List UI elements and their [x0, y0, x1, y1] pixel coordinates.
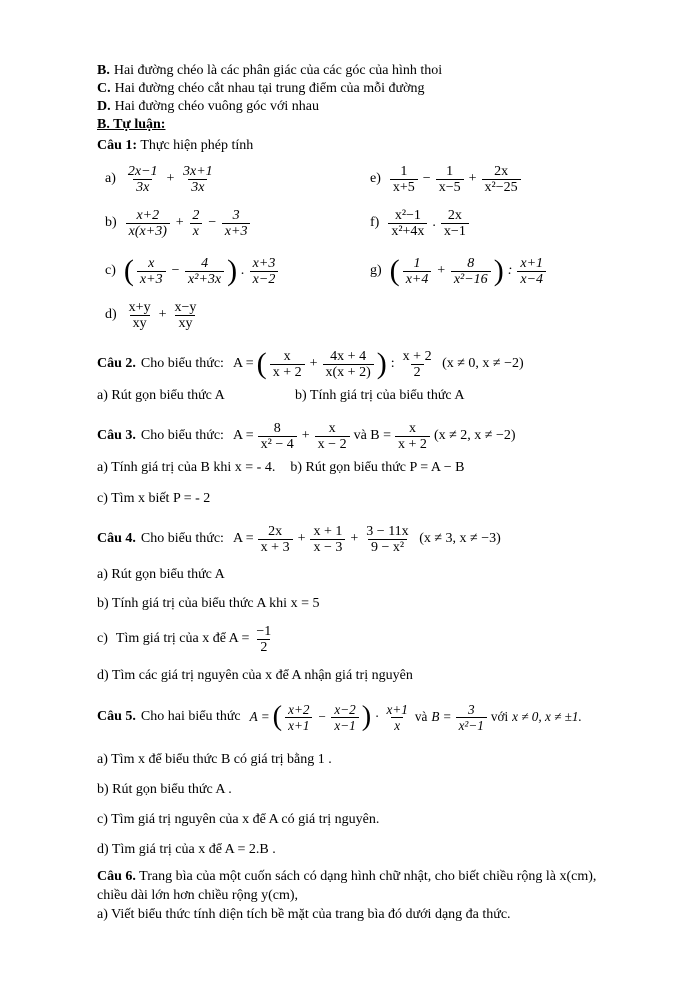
cau1-problem-grid — [97, 157, 612, 333]
denominator: x(x + 2) — [323, 364, 374, 380]
cau2-part-b: b) Tính giá trị của biểu thức A — [295, 388, 465, 403]
fraction — [310, 524, 345, 555]
cau4-part-b: b) Tính giá trị của biểu thức A khi x = 5 — [97, 596, 320, 611]
math-text: A = — [232, 530, 254, 546]
denominator: xy — [175, 315, 195, 331]
option-line-b — [97, 62, 612, 80]
denominator: 2 — [411, 364, 424, 380]
denominator: x+5 — [390, 179, 418, 195]
cau4-heading: Câu 4. Cho biểu thức: A = $\frac{2x}{x + 3}$ + $\frac{x + 1}{x - 3}$ + $\frac{3 - 11x}{\text{9 − x²}}$ (x ≠ 3, x ≠ −3) — [97, 523, 501, 555]
formula-cau5 — [248, 702, 584, 733]
fraction — [403, 256, 432, 287]
denominator: x − 2 — [315, 436, 350, 452]
big-paren: ) — [376, 346, 387, 381]
cau6-section — [97, 867, 612, 924]
operator: + — [165, 170, 176, 186]
problem-1d: d) $\frac{x+y}{xy}$ + $\frac{x-y}{xy}$ — [97, 297, 370, 333]
denominator: x − 3 — [310, 539, 345, 555]
denominator: x−1 — [331, 717, 358, 733]
denominator: x+3 — [222, 223, 251, 239]
formula-1f — [386, 208, 471, 239]
math-text: A = — [249, 709, 270, 725]
formula-1b — [124, 208, 253, 239]
big-paren: ( — [123, 253, 134, 288]
denominator: x — [190, 223, 202, 239]
denominator: 3x — [188, 179, 207, 195]
denominator: x²+3x — [185, 271, 224, 287]
cau2-parts — [97, 387, 612, 405]
operator: : — [390, 355, 395, 371]
denominator: x²−16 — [451, 271, 491, 287]
math-text: (x ≠ 0, x ≠ −2) — [438, 355, 524, 371]
fraction — [171, 300, 199, 331]
operator: + — [468, 170, 477, 186]
fraction — [126, 208, 170, 239]
fraction — [180, 164, 216, 195]
fraction — [441, 208, 469, 239]
fraction — [456, 702, 487, 733]
operator: + — [158, 306, 167, 322]
math-text: (x ≠ 2, x ≠ −2) — [433, 427, 516, 443]
formula-1g — [389, 253, 548, 288]
denominator: x−1 — [441, 223, 469, 239]
cau1-title: Thực hiện phép tính — [140, 138, 254, 153]
numerator: x+3 — [252, 255, 276, 271]
cau6-label: Câu 6. — [97, 869, 136, 884]
denominator: x−2 — [250, 271, 279, 287]
numerator: 2x — [268, 523, 283, 539]
fraction — [125, 164, 161, 195]
numerator: 2 — [192, 207, 200, 223]
numerator: −1 — [256, 623, 272, 639]
cau3-heading: Câu 3. Cho biểu thức: A = $\frac{8}{\text{x² − 4}}$ + $\frac{x}{x - 2}$ và B = $\frac{x}{x + 2}$ (x ≠ 2, x ≠ −2) — [97, 420, 516, 452]
denominator: 9 − x² — [368, 539, 407, 555]
numerator: x — [328, 420, 336, 436]
numerator: 3 — [232, 207, 240, 223]
fraction — [253, 624, 274, 655]
fraction — [189, 208, 202, 239]
operator: + — [436, 262, 446, 278]
cau5-section — [97, 695, 612, 859]
big-paren: ( — [389, 253, 400, 288]
operator: : — [507, 262, 513, 278]
fraction — [323, 349, 374, 380]
big-paren: ) — [361, 700, 372, 732]
formula-1d — [124, 300, 202, 331]
math-text: B = — [431, 709, 452, 725]
fraction — [482, 164, 521, 195]
formula-1a — [123, 164, 218, 195]
cau6-text: Câu 6. Trang bìa của một cuốn sách có dạng hình chữ nhật, cho biết chiều rộng là x(cm), chiều dài lớn hơn chiều rộng y(cm), — [97, 869, 597, 903]
cau2-part-a: a) Rút gọn biểu thức A — [97, 388, 225, 403]
operator: + — [174, 214, 185, 230]
numerator: x+1 — [520, 255, 544, 271]
fraction — [250, 256, 279, 287]
numerator: x + 1 — [313, 523, 343, 539]
operator: + — [309, 355, 318, 371]
essay-section-heading: B. Tự luận: — [97, 117, 166, 132]
cau4-part-d: d) Tìm các giá trị nguyên của x để A nhận giá trị nguyên — [97, 668, 413, 683]
fraction — [517, 256, 546, 287]
numerator: 8 — [467, 255, 475, 271]
cau3-part-c: c) Tìm x biết P = - 2 — [97, 491, 211, 506]
formula-1e — [388, 164, 523, 195]
big-paren: ( — [272, 700, 283, 732]
denominator: 2 — [257, 639, 270, 655]
option-letter: B. — [97, 63, 110, 78]
denominator: x+1 — [285, 717, 312, 733]
cau5-part-a: a) Tìm x để biểu thức B có giá trị bằng 1 . — [97, 752, 332, 767]
fraction — [185, 256, 224, 287]
denominator: xy — [130, 315, 150, 331]
fraction — [451, 256, 491, 287]
cau5-heading: Câu 5. Cho hai biểu thức A = ( $\frac{x+2}{x+1}$ − $\frac{x-2}{x-1}$ ) · $\frac{x+1}{x}$ và B = $\frac{3}{\text{x²−1}}$ với x ≠ 0, x ≠ ±1. — [97, 700, 582, 733]
fraction — [388, 208, 427, 239]
fraction — [258, 421, 297, 452]
fraction — [315, 421, 350, 452]
numerator: 1 — [446, 163, 454, 179]
cau5-part-d: d) Tìm giá trị của x để A = 2.B . — [97, 842, 276, 857]
numerator: x — [283, 348, 291, 364]
numerator: 8 — [273, 420, 281, 436]
cau1-label: Câu 1: — [97, 138, 138, 153]
fraction — [222, 208, 251, 239]
formula-cau4 — [231, 524, 503, 555]
math-text: Tìm giá trị của x để A = — [115, 630, 250, 646]
numerator: x+2 — [288, 701, 310, 717]
numerator: 1 — [413, 255, 421, 271]
denominator: x+4 — [403, 271, 432, 287]
numerator: 1 — [400, 163, 408, 179]
denominator: x²−25 — [482, 179, 521, 195]
operator: − — [170, 262, 181, 278]
fraction — [126, 300, 154, 331]
fraction — [400, 349, 435, 380]
denominator: x−4 — [517, 271, 546, 287]
numerator: 3 — [467, 701, 475, 717]
math-text: và B = — [353, 427, 392, 443]
problem-1e: e) $\frac{1}{x+5}$ − $\frac{1}{x-5}$ + $\frac{2x}{\text{x²−25}}$ — [370, 157, 612, 201]
math-text: A = — [232, 355, 254, 371]
denominator: x + 2 — [395, 436, 430, 452]
option-letter: C. — [97, 81, 111, 96]
numerator: x+2 — [136, 207, 160, 223]
cau3-section — [97, 413, 612, 508]
cau5-part-b: b) Rút gọn biểu thức A . — [97, 782, 232, 797]
option-line-c — [97, 80, 612, 98]
numerator: 3 − 11x — [366, 523, 409, 539]
numerator: x — [408, 420, 416, 436]
math-text: x ≠ 0, x ≠ ±1. — [512, 709, 582, 725]
fraction — [436, 164, 464, 195]
denominator: x + 2 — [270, 364, 305, 380]
option-letter: D. — [97, 99, 111, 114]
answer-options — [97, 62, 612, 116]
operator: + — [301, 427, 310, 443]
cau1-heading — [97, 137, 612, 155]
denominator: x — [391, 717, 403, 733]
option-text: Hai đường chéo là các phân giác của các góc của hình thoi — [113, 63, 443, 78]
cau4-part-c: c) Tìm giá trị của x để A = $\frac{-1}{2}$ — [97, 619, 612, 659]
numerator: x — [148, 255, 155, 271]
denominator: x+3 — [137, 271, 166, 287]
cau5-part-c: c) Tìm giá trị nguyên của x để A có giá trị nguyên. — [97, 812, 380, 827]
fraction — [258, 524, 293, 555]
operator: − — [317, 709, 327, 725]
math-text: và — [414, 709, 428, 725]
big-paren: ) — [227, 253, 238, 288]
cau3-part-a: a) Tính giá trị của B khi x = - 4. — [97, 460, 276, 475]
cau3-part-b: b) Rút gọn biểu thức P = A − B — [290, 460, 465, 475]
problem-1f: f) $\frac{\text{x²−1}}{\text{x²+4x}}$ . $\frac{2x}{x-1}$ — [370, 201, 612, 245]
formula-cau3 — [231, 421, 518, 452]
fraction — [285, 702, 312, 733]
denominator: x²+4x — [388, 223, 427, 239]
operator: + — [350, 530, 359, 546]
numerator: 4 — [201, 255, 209, 271]
operator: + — [297, 530, 306, 546]
numerator: 4x + 4 — [330, 348, 367, 364]
numerator: 2x — [447, 207, 462, 223]
formula-cau4c — [114, 624, 276, 655]
problem-1a: a) $\frac{2x-1}{3x}$ + $\frac{3x+1}{3x}$ — [97, 157, 370, 201]
option-line-d — [97, 98, 612, 116]
problem-1c: c) ( $\frac{x}{x+3}$ − $\frac{4}{\text{x²+3x}}$ ) . $\frac{x+3}{x-2}$ — [97, 245, 370, 297]
numerator: x+1 — [386, 701, 408, 717]
problem-1b: b) $\frac{x+2}{x(x+3)}$ + $\frac{2}{x}$ − $\frac{3}{x+3}$ — [97, 201, 370, 245]
numerator: x−2 — [334, 701, 356, 717]
operator: · — [375, 709, 379, 725]
operator: . — [241, 262, 245, 278]
fraction — [390, 164, 418, 195]
fraction — [384, 702, 411, 733]
numerator: 3x+1 — [183, 163, 213, 179]
numerator: 2x — [494, 163, 509, 179]
cau2-heading: Câu 2. Cho biểu thức: A = ( $\frac{x}{x + 2}$ + $\frac{4x + 4}{x(x + 2)}$ ) : $\frac{x + 2}{2}$ (x ≠ 0, x ≠ −2) — [97, 346, 524, 381]
fraction — [137, 256, 166, 287]
cau6-part-a: a) Viết biểu thức tính diện tích bề mặt của trang bìa đó dưới dạng đa thức. — [97, 907, 511, 922]
option-text: Hai đường chéo cắt nhau tại trung điểm của mỗi đường — [114, 81, 425, 96]
denominator: x−5 — [436, 179, 464, 195]
option-text: Hai đường chéo vuông góc với nhau — [114, 99, 319, 114]
denominator: x(x+3) — [126, 223, 170, 239]
operator: − — [422, 170, 431, 186]
denominator: 3x — [133, 179, 152, 195]
fraction — [331, 702, 358, 733]
denominator: x² − 4 — [258, 436, 297, 452]
operator: − — [207, 214, 217, 230]
fraction — [363, 524, 411, 555]
math-text: với — [490, 709, 509, 725]
big-paren: ( — [256, 346, 267, 381]
problem-1g: g) ( $\frac{1}{x+4}$ + $\frac{8}{\text{x²−16}}$ ) : $\frac{x+1}{x-4}$ — [370, 245, 612, 297]
fraction — [270, 349, 305, 380]
numerator: x−y — [174, 299, 197, 315]
fraction — [395, 421, 430, 452]
denominator: x²−1 — [456, 717, 487, 733]
cau4-section — [97, 516, 612, 685]
denominator: x + 3 — [258, 539, 293, 555]
numerator: x+y — [128, 299, 151, 315]
numerator: x + 2 — [402, 348, 432, 364]
math-text: (x ≠ 3, x ≠ −3) — [415, 530, 501, 546]
cau3-parts — [97, 459, 612, 477]
math-text: A = — [232, 427, 254, 443]
operator: . — [432, 214, 436, 230]
numerator: 2x−1 — [127, 163, 158, 179]
big-paren: ) — [493, 253, 504, 288]
cau2-section — [97, 341, 612, 405]
cau4-part-a: a) Rút gọn biểu thức A — [97, 567, 225, 582]
formula-cau2 — [231, 346, 526, 381]
numerator: x²−1 — [394, 207, 421, 223]
formula-1c — [123, 253, 280, 288]
